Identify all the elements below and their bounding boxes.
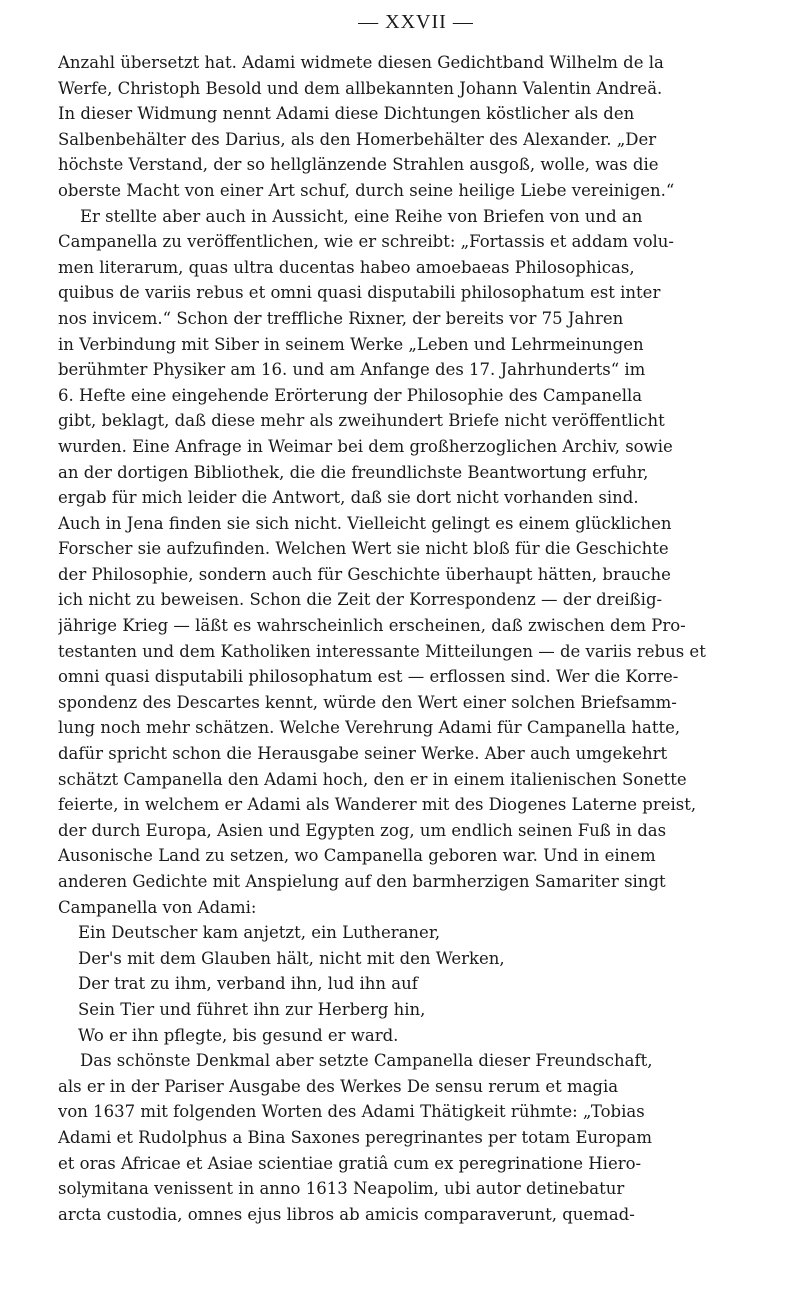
book-page <box>58 10 774 1227</box>
text-line: Campanella zu veröffentlichen, wie er schreibt: „Fortassis et addam volu- <box>58 232 674 252</box>
text-line: Auch in Jena finden sie sich nicht. Vielleicht gelingt es einem glücklichen <box>58 513 672 533</box>
text-line: ich nicht zu beweisen. Schon die Zeit der Korrespondenz — der dreißig- <box>58 590 663 610</box>
text-line: solymitana venissent in anno 1613 Neapolim, ubi autor detinebatur <box>58 1179 625 1199</box>
text-line: Werfe, Christoph Besold und dem allbekannten Johann Valentin Andreä. <box>58 78 663 98</box>
text-line: von 1637 mit folgenden Worten des Adami Thätigkeit rühmte: „Tobias <box>58 1102 645 1122</box>
text-line: jährige Krieg — läßt es wahrscheinlich erscheinen, daß zwischen dem Pro- <box>58 616 686 636</box>
text-line: als er in der Pariser Ausgabe des Werkes De sensu rerum et magia <box>58 1076 619 1096</box>
text-line: Er stellte aber auch in Aussicht, eine Reihe von Briefen von und an <box>80 206 643 226</box>
text-line: der Philosophie, sondern auch für Geschichte überhaupt hätten, brauche <box>58 564 671 584</box>
text-line: Campanella von Adami: <box>58 897 257 917</box>
poem-line: Der's mit dem Glauben hält, nicht mit den Werken, <box>78 948 505 968</box>
text-line: quibus de variis rebus et omni quasi disputabili philosophatum est inter <box>58 283 661 303</box>
text-line: Ausonische Land zu setzen, wo Campanella geboren war. Und in einem <box>58 846 656 866</box>
text-line: Anzahl übersetzt hat. Adami widmete diesen Gedichtband Wilhelm de la <box>58 53 664 72</box>
text-line: Adami et Rudolphus a Bina Saxones peregrinantes per totam Europam <box>58 1127 652 1147</box>
text-line: Forscher sie aufzufinden. Welchen Wert sie nicht bloß für die Geschichte <box>58 539 669 559</box>
poem-line: Sein Tier und führet ihn zur Herberg hin, <box>78 999 426 1019</box>
page-number-header: — XXVII — <box>358 11 474 33</box>
text-line: omni quasi disputabili philosophatum est — erflossen sind. Wer die Korre- <box>58 667 679 687</box>
text-line: testanten und dem Katholiken interessante Mitteilungen — de variis rebus et <box>58 641 706 661</box>
text-line: gibt, beklagt, daß diese mehr als zweihundert Briefe nicht veröffentlicht <box>58 411 665 431</box>
poem-line: Wo er ihn pflegte, bis gesund er ward. <box>78 1025 399 1045</box>
text-line: oberste Macht von einer Art schuf, durch seine heilige Liebe vereinigen.“ <box>58 180 675 200</box>
poem-line: Der trat zu ihm, verband ihn, lud ihn auf <box>78 974 418 994</box>
text-line: der durch Europa, Asien und Egypten zog, um endlich seinen Fuß in das <box>58 820 667 840</box>
poem-line: Ein Deutscher kam anjetzt, ein Lutheraner, <box>78 923 441 943</box>
text-line: anderen Gedichte mit Anspielung auf den barmherzigen Samariter singt <box>58 872 666 891</box>
text-line: In dieser Widmung nennt Adami diese Dichtungen köstlicher als den <box>58 104 635 124</box>
text-line: arcta custodia, omnes ejus libros ab amicis comparaverunt, quemad- <box>58 1204 635 1224</box>
text-line: ergab für mich leider die Antwort, daß sie dort nicht vorhanden sind. <box>58 488 639 508</box>
text-line: schätzt Campanella den Adami hoch, den er in einem italienischen Sonette <box>58 769 687 789</box>
text-line: men literarum, quas ultra ducentas habeo amoebaeas Philosophicas, <box>58 257 635 277</box>
text-line: Das schönste Denkmal aber setzte Campanella dieser Freundschaft, <box>80 1051 653 1071</box>
text-line: höchste Verstand, der so hellglänzende Strahlen ausgoß, wolle, was die <box>58 155 659 175</box>
text-line: in Verbindung mit Siber in seinem Werke „Leben und Lehrmeinungen <box>58 334 644 354</box>
text-line: 6. Hefte eine eingehende Erörterung der Philosophie des Campanella <box>58 385 643 405</box>
text-line: Salbenbehälter des Darius, als den Homerbehälter des Alexander. „Der <box>58 129 657 149</box>
text-line: spondenz des Descartes kennt, würde den Wert einer solchen Briefsamm- <box>58 692 677 712</box>
text-line: dafür spricht schon die Herausgabe seiner Werke. Aber auch umgekehrt <box>58 744 668 764</box>
text-line: berühmter Physiker am 16. und am Anfange des 17. Jahrhunderts“ im <box>58 360 646 380</box>
quoted-poem <box>58 920 774 1048</box>
closing-paragraph <box>58 1048 774 1227</box>
text-line: wurden. Eine Anfrage in Weimar bei dem großherzoglichen Archiv, sowie <box>58 436 673 456</box>
text-line: et oras Africae et Asiae scientiae gratiâ cum ex peregrinatione Hiero- <box>58 1153 642 1173</box>
main-paragraph <box>58 50 774 920</box>
text-line: nos invicem.“ Schon der treffliche Rixner, der bereits vor 75 Jahren <box>58 308 624 328</box>
text-line: feierte, in welchem er Adami als Wanderer mit des Diogenes Laterne preist, <box>58 795 697 815</box>
text-line: lung noch mehr schätzen. Welche Verehrung Adami für Campanella hatte, <box>58 718 681 738</box>
text-line: an der dortigen Bibliothek, die die freundlichste Beantwortung erfuhr, <box>58 462 649 482</box>
